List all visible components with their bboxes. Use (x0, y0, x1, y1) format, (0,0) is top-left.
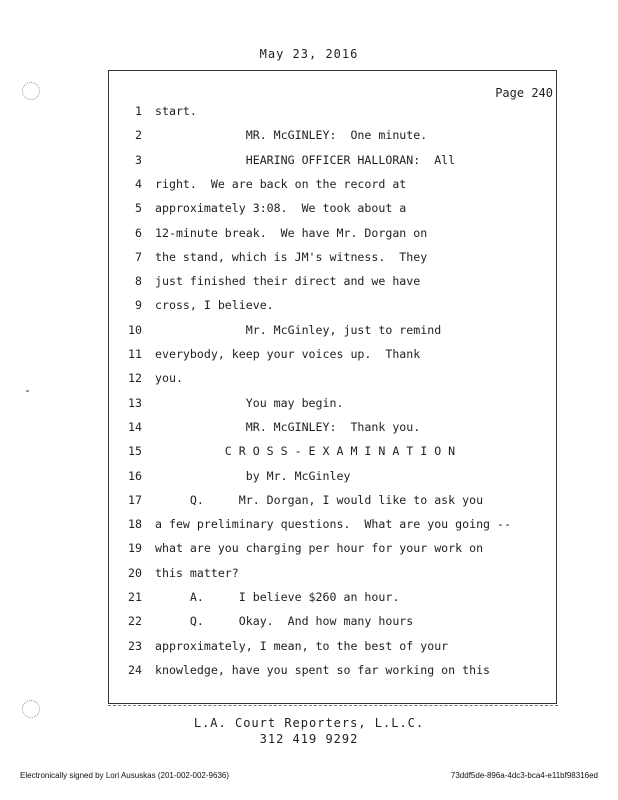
page-frame-bottom-rule (108, 705, 558, 708)
transcript-line (108, 153, 548, 175)
line-number: 12 (128, 371, 142, 386)
line-text: Mr. McGinley, just to remind (155, 322, 442, 337)
document-id: 73ddf5de-896a-4dc3-bca4-e11bf98316ed (450, 771, 598, 780)
line-number: 24 (128, 662, 142, 677)
transcript-line (108, 250, 548, 272)
transcript-line (108, 614, 548, 636)
line-text: this matter? (155, 565, 239, 580)
line-number: 7 (135, 249, 142, 264)
transcript-line (108, 420, 548, 442)
transcript-line (108, 517, 548, 539)
transcript-line (108, 177, 548, 199)
line-number: 22 (128, 614, 142, 629)
scan-speck (26, 390, 29, 392)
line-text: You may begin. (155, 395, 344, 410)
line-text: C R O S S - E X A M I N A T I O N (155, 444, 456, 459)
line-text: MR. McGINLEY: Thank you. (155, 419, 421, 434)
line-text: what are you charging per hour for your work on (155, 541, 484, 556)
line-text: approximately 3:08. We took about a (155, 201, 407, 216)
line-number: 11 (128, 347, 142, 361)
line-number: 5 (135, 201, 142, 216)
line-text: HEARING OFFICER HALLORAN: All (155, 152, 456, 167)
line-text: approximately, I mean, to the best of your (155, 638, 449, 653)
line-text: Q. Mr. Dorgan, I would like to ask you (155, 492, 484, 507)
line-number: 8 (135, 274, 142, 289)
court-reporter-phone: 312 419 9292 (259, 732, 359, 746)
line-number: 17 (128, 492, 142, 507)
court-reporter-name: L.A. Court Reporters, L.L.C. (193, 716, 425, 730)
transcript-line (108, 639, 548, 661)
transcript-line (108, 444, 548, 466)
line-text: everybody, keep your voices up. Thank (155, 347, 421, 361)
transcript-line (108, 104, 548, 126)
line-number: 10 (128, 322, 142, 337)
electronic-signature: Electronically signed by Lori Aususkas (201-002-002-9636) (20, 771, 230, 780)
transcript-line (108, 323, 548, 345)
page-number: Page 240 (495, 86, 553, 100)
line-text: cross, I believe. (155, 298, 274, 313)
line-text: Q. Okay. And how many hours (155, 614, 414, 629)
transcript-date: May 23, 2016 (259, 47, 359, 61)
line-text: knowledge, have you spent so far working on this (155, 662, 491, 677)
line-text: the stand, which is JM's witness. They (155, 249, 428, 264)
transcript-line (108, 396, 548, 418)
line-number: 13 (128, 395, 142, 410)
line-number: 9 (135, 298, 142, 313)
line-number: 3 (135, 152, 142, 167)
line-number: 2 (135, 128, 142, 143)
line-number: 14 (128, 419, 142, 434)
line-number: 6 (135, 225, 142, 240)
transcript-line (108, 469, 548, 491)
line-text: you. (155, 371, 183, 386)
line-number: 20 (128, 565, 142, 580)
transcript-line (108, 201, 548, 223)
transcript-line (108, 541, 548, 563)
transcript-line (108, 128, 548, 150)
line-number: 16 (128, 468, 142, 483)
line-number: 4 (135, 176, 142, 191)
line-number: 21 (128, 590, 142, 604)
line-number: 23 (128, 638, 142, 653)
transcript-line (108, 590, 548, 612)
line-text: a few preliminary questions. What are you going -- (155, 517, 511, 532)
line-number: 1 (135, 104, 142, 118)
transcript-line (108, 347, 548, 369)
line-text: by Mr. McGinley (155, 468, 351, 483)
transcript-line (108, 226, 548, 248)
line-text: start. (155, 104, 197, 118)
transcript-line (108, 298, 548, 320)
line-text: just finished their direct and we have (155, 274, 421, 289)
transcript-line (108, 663, 548, 685)
line-number: 15 (128, 444, 142, 459)
transcript-line (108, 274, 548, 296)
transcript-line (108, 493, 548, 515)
transcript-line (108, 371, 548, 393)
scan-hole-mark (22, 82, 40, 100)
line-number: 18 (128, 517, 142, 532)
line-text: 12-minute break. We have Mr. Dorgan on (155, 225, 428, 240)
line-text: right. We are back on the record at (155, 176, 407, 191)
line-text: MR. McGINLEY: One minute. (155, 128, 428, 143)
transcript-line (108, 566, 548, 588)
scan-hole-mark (22, 700, 40, 718)
line-text: A. I believe $260 an hour. (155, 590, 400, 604)
line-number: 19 (128, 541, 142, 556)
